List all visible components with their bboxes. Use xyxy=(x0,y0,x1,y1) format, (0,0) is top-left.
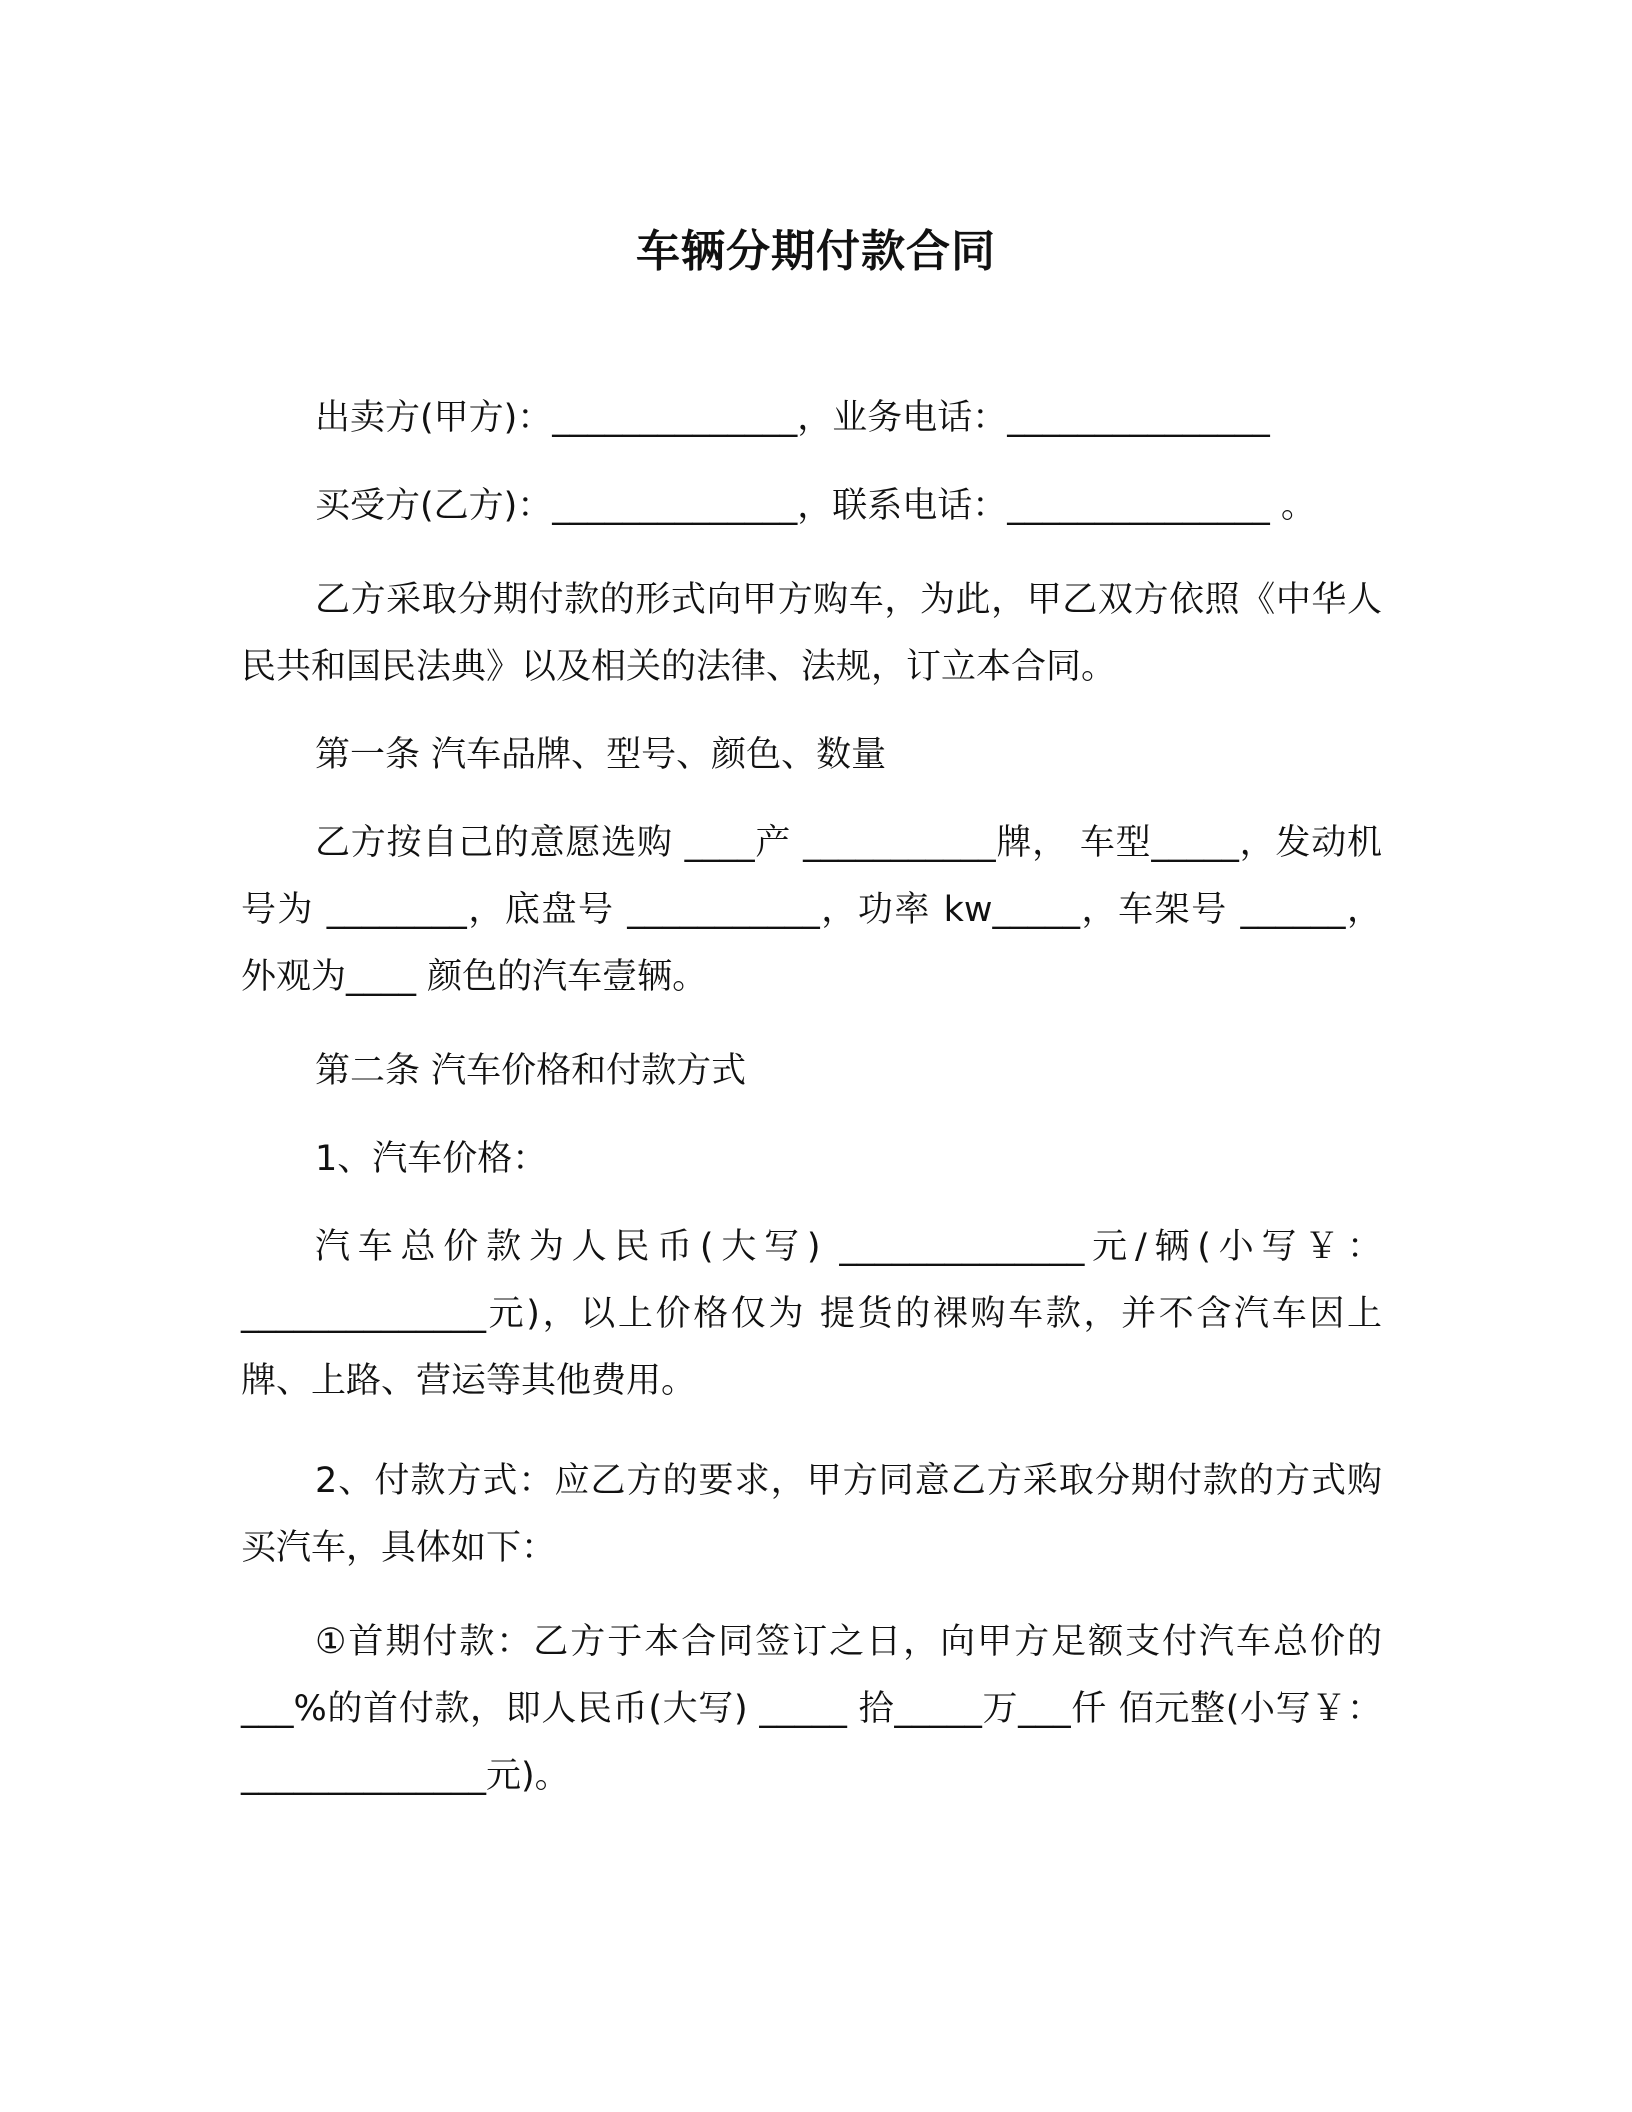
down-payment-paragraph: ①首期付款：乙方于本合同签订之日，向甲方足额支付汽车总价的 ___%的首付款，即人民币(大写) _____ 拾_____万___仟 佰元整(小写￥：______________元)。 xyxy=(241,1622,1382,1796)
article-2-heading: 第二条 汽车价格和付款方式 xyxy=(315,1051,747,1091)
article-1-body: 乙方按自己的意愿选购 ____产 ___________牌， 车型_____，发动机号为 ________，底盘号 ___________，功率 kw_____，车架号 ______，外观为____ 颜色的汽车壹辆。 xyxy=(241,823,1382,997)
contract-title: 车辆分期付款合同 xyxy=(636,226,996,277)
payment-method-paragraph: 2、付款方式：应乙方的要求，甲方同意乙方采取分期付款的方式购买汽车，具体如下： xyxy=(241,1461,1382,1568)
seller-line: 出卖方(甲方)：______________，业务电话：_______________ xyxy=(315,398,1270,438)
buyer-line: 买受方(乙方)：______________，联系电话：_______________ 。 xyxy=(315,486,1316,526)
price-subheading: 1、汽车价格： xyxy=(315,1139,548,1179)
contract-body xyxy=(241,385,1382,1810)
article-1-heading: 第一条 汽车品牌、型号、颜色、数量 xyxy=(315,735,887,775)
price-paragraph: 汽车总价款为人民币(大写) ______________元/辆(小写￥：______________元)，以上价格仅为 提货的裸购车款，并不含汽车因上牌、上路、营运等其他费用。 xyxy=(241,1227,1382,1401)
preamble-paragraph: 乙方采取分期付款的形式向甲方购车，为此，甲乙双方依照《中华人民共和国民法典》以及相关的法律、法规，订立本合同。 xyxy=(241,580,1382,687)
